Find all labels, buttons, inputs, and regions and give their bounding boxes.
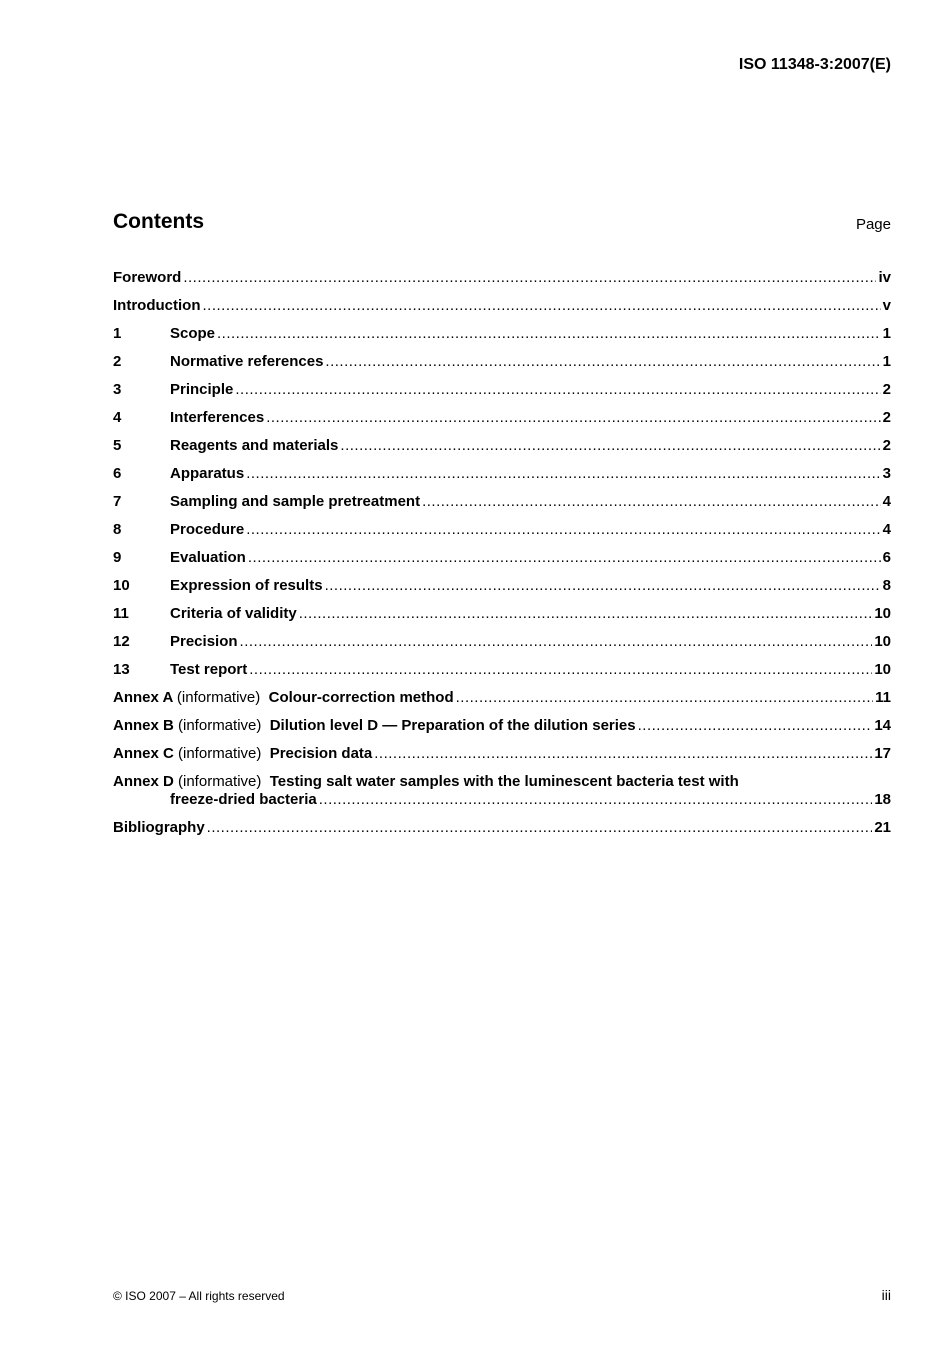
- dot-leader: [374, 744, 872, 764]
- toc-entry-expression-of-results[interactable]: [113, 576, 891, 604]
- annex-label: Annex D: [113, 773, 174, 790]
- dot-leader: [207, 818, 873, 838]
- dot-leader: [246, 464, 880, 484]
- dot-leader: [246, 520, 880, 540]
- toc-entry-principle[interactable]: [113, 380, 891, 408]
- toc-entry-page: 10: [874, 633, 891, 650]
- toc-entry-number: 13: [113, 661, 130, 678]
- toc-entry-number: 5: [113, 437, 122, 454]
- dot-leader: [217, 324, 881, 344]
- toc-entry-page: 10: [874, 661, 891, 678]
- toc-entry-annex-d-continuation[interactable]: [113, 790, 891, 818]
- toc-entry-page: 10: [874, 605, 891, 622]
- dot-leader: [340, 436, 880, 456]
- toc-entry-number: 12: [113, 633, 130, 650]
- toc-entry-title: Sampling and sample pretreatment: [170, 493, 421, 510]
- annex-prefix: [113, 744, 270, 764]
- dot-leader: [249, 660, 872, 680]
- toc-entry-annex-a[interactable]: [113, 688, 891, 716]
- dot-leader: [638, 716, 873, 736]
- toc-entry-title: Expression of results: [170, 577, 323, 594]
- toc-entry-number: 3: [113, 381, 122, 398]
- toc-entry-test-report[interactable]: [113, 660, 891, 688]
- toc-entry-title: Bibliography: [113, 819, 205, 836]
- dot-leader: [266, 408, 880, 428]
- annex-type: (informative): [176, 689, 261, 706]
- toc-entry-annex-d[interactable]: [113, 772, 891, 790]
- toc-entry-precision[interactable]: [113, 632, 891, 660]
- annex-type: (informative): [178, 745, 262, 762]
- toc-entry-title: Test report: [170, 661, 248, 678]
- toc-entry-interferences[interactable]: [113, 408, 891, 436]
- toc-entry-scope[interactable]: [113, 324, 891, 352]
- toc-entry-page: 11: [875, 689, 891, 706]
- toc-entry-evaluation[interactable]: [113, 548, 891, 576]
- toc-entry-page: 17: [874, 745, 891, 762]
- dot-leader: [422, 492, 881, 512]
- dot-leader: [202, 296, 880, 316]
- dot-leader: [235, 380, 880, 400]
- toc-entry-page: 2: [882, 381, 891, 398]
- annex-prefix: [113, 716, 270, 736]
- toc-entry-title: Normative references: [170, 353, 324, 370]
- annex-label: Annex A: [113, 689, 173, 706]
- toc-entry-number: 7: [113, 493, 122, 510]
- toc-entry-title: Precision data: [269, 745, 373, 762]
- toc-entry-title: Principle: [170, 381, 234, 398]
- copyright-notice: © ISO 2007 – All rights reserved: [113, 1289, 285, 1303]
- toc-entry-sampling[interactable]: [113, 492, 891, 520]
- toc-entry-introduction[interactable]: [113, 296, 891, 324]
- toc-entry-title: Procedure: [170, 521, 245, 538]
- toc-entry-title: Criteria of validity: [170, 605, 297, 622]
- toc-entry-page: 18: [874, 791, 891, 808]
- toc-entry-page: 1: [882, 325, 891, 342]
- toc-entry-bibliography[interactable]: [113, 818, 891, 846]
- annex-label: Annex C: [113, 745, 174, 762]
- toc-entry-number: 10: [113, 577, 130, 594]
- toc-entry-number: 11: [113, 605, 129, 622]
- toc-entry-page: 4: [882, 493, 891, 510]
- toc-entry-page: 3: [882, 465, 891, 482]
- toc-entry-title: Introduction: [113, 297, 201, 314]
- dot-leader: [456, 688, 874, 708]
- page-column-label: Page: [855, 216, 891, 233]
- toc-entry-page: 4: [882, 521, 891, 538]
- toc-entry-apparatus[interactable]: [113, 464, 891, 492]
- toc-entry-reagents[interactable]: [113, 436, 891, 464]
- annex-label: Annex B: [113, 717, 174, 734]
- toc-entry-title: Evaluation: [170, 549, 246, 566]
- toc-entry-page: 8: [882, 577, 891, 594]
- dot-leader: [325, 576, 881, 596]
- dot-leader: [248, 548, 881, 568]
- toc-entry-page: 21: [874, 819, 891, 836]
- toc-entry-title: Apparatus: [170, 465, 245, 482]
- dot-leader: [183, 268, 876, 288]
- toc-entry-number: 1: [113, 325, 122, 342]
- dot-leader: [299, 604, 873, 624]
- toc-entry-title: Interferences: [170, 409, 265, 426]
- toc-entry-title: Dilution level D — Preparation of the dilution series: [269, 717, 636, 734]
- toc-entry-title: Foreword: [113, 269, 182, 286]
- document-id: ISO 11348-3:2007(E): [738, 56, 891, 73]
- toc-entry-foreword[interactable]: [113, 268, 891, 296]
- toc-entry-title-continuation: freeze-dried bacteria: [170, 791, 317, 808]
- toc-entry-number: 9: [113, 549, 122, 566]
- toc-entry-title: Precision: [170, 633, 238, 650]
- dot-leader: [240, 632, 873, 652]
- dot-leader: [319, 790, 873, 810]
- toc-entry-page: 6: [882, 549, 891, 566]
- toc-entry-page: iv: [878, 269, 891, 286]
- annex-prefix: [113, 772, 270, 792]
- toc-entry-title: Reagents and materials: [170, 437, 339, 454]
- dot-leader: [325, 352, 880, 372]
- toc-entry-page: 14: [874, 717, 891, 734]
- toc-entry-normative-references[interactable]: [113, 352, 891, 380]
- toc-entry-page: 1: [882, 353, 891, 370]
- annex-type: (informative): [178, 773, 262, 790]
- toc-entry-page: v: [882, 297, 891, 314]
- annex-prefix: [113, 688, 269, 708]
- toc-entry-number: 4: [113, 409, 122, 426]
- toc-entry-annex-b[interactable]: [113, 716, 891, 744]
- toc-entry-annex-c[interactable]: [113, 744, 891, 772]
- toc-entry-title: Testing salt water samples with the luminescent bacteria test with: [269, 773, 739, 790]
- toc-entry-criteria-of-validity[interactable]: [113, 604, 891, 632]
- toc-entry-procedure[interactable]: [113, 520, 891, 548]
- toc-entry-number: 6: [113, 465, 122, 482]
- toc-entry-number: 8: [113, 521, 122, 538]
- toc-entry-page: 2: [882, 409, 891, 426]
- page-number: iii: [881, 1287, 891, 1303]
- toc-entry-title: Scope: [170, 325, 216, 342]
- annex-type: (informative): [178, 717, 262, 734]
- toc-entry-page: 2: [882, 437, 891, 454]
- contents-heading: Contents: [113, 210, 204, 233]
- toc-entry-title: Colour-correction method: [268, 689, 454, 706]
- toc-entry-number: 2: [113, 353, 122, 370]
- table-of-contents: [113, 268, 891, 846]
